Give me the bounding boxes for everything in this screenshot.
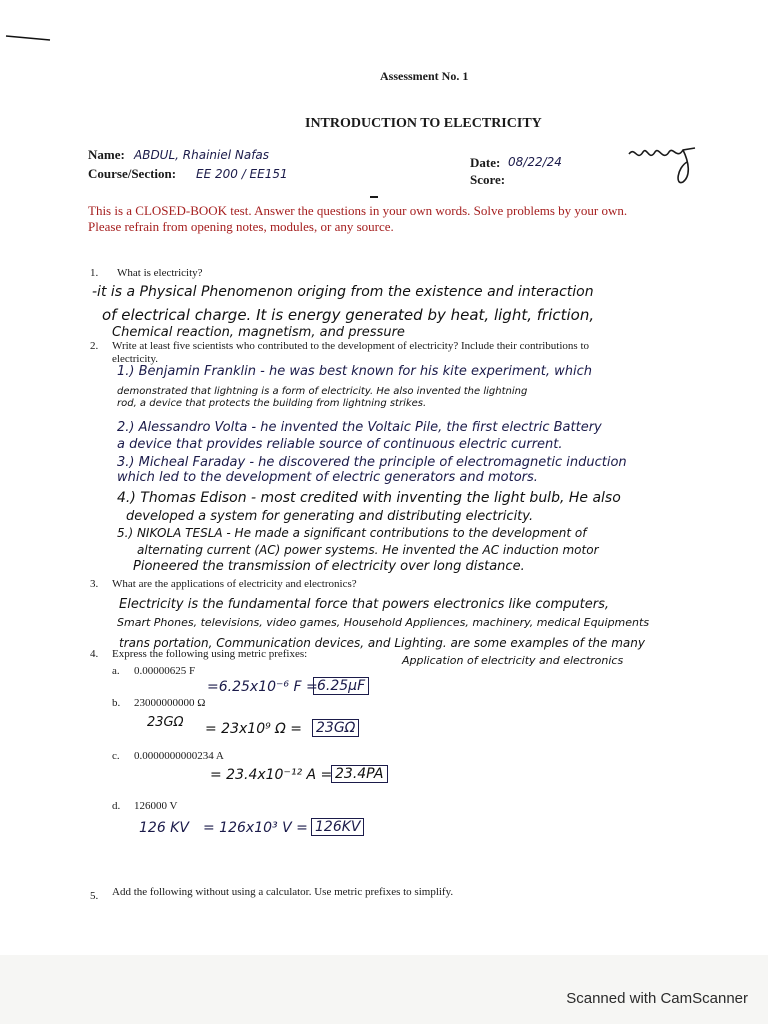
q3-answer-line: Application of electricity and electronics [402,654,624,667]
q2-text: electricity. [112,353,159,365]
name-value: ABDUL, Rhainiel Nafas [134,148,270,162]
q2-answer-line: demonstrated that lightning is a form of electricity. He also invented the lightning [117,386,528,397]
q4-item-work: = 23x10⁹ Ω = [205,721,303,737]
q3-answer-line: trans portation, Communication devices, and Lighting. are some examples of the many [119,636,645,650]
page-title: INTRODUCTION TO ELECTRICITY [305,116,542,131]
q4-item-label: d. [112,800,121,812]
course-label: Course/Section: [88,166,177,181]
q4-item-label: a. [112,665,120,677]
scanner-watermark: Scanned with CamScanner [566,990,748,1007]
q2-answer-line: 1.) Benjamin Franklin - he was best known for his kite experiment, which [117,364,592,379]
q1-text: What is electricity? [117,267,203,279]
q4-item-work: = 126x10³ V = [203,820,308,836]
q2-text: Write at least five scientists who contributed to the development of electricity? Include their contributions to [112,340,589,352]
q4-item-pre: 23GΩ [147,715,184,730]
signature [625,140,705,188]
q4-item-given: 126000 V [134,800,178,812]
instructions-line-1: This is a CLOSED-BOOK test. Answer the questions in your own words. Solve problems by your own. [88,203,628,218]
course-value: EE 200 / EE151 [196,167,288,181]
q5-text: Add the following without using a calculator. Use metric prefixes to simplify. [112,886,454,898]
q5-number: 5. [90,890,99,902]
name-label: Name: [88,147,125,162]
date-label: Date: [470,155,501,170]
q4-item-result: 126KV [311,818,364,836]
q4-item-given: 23000000000 Ω [134,697,206,709]
q1-number: 1. [90,267,99,279]
q2-answer-line: Pioneered the transmission of electricity over long distance. [133,559,525,574]
q2-answer-line: 3.) Micheal Faraday - he discovered the principle of electromagnetic induction [117,455,627,470]
date-value: 08/22/24 [508,155,562,169]
q2-answer-line: developed a system for generating and distributing electricity. [126,509,534,524]
q4-item-label: b. [112,697,121,709]
q4-number: 4. [90,648,99,660]
q3-number: 3. [90,578,99,590]
q4-item-label: c. [112,750,120,762]
q4-item-given: 0.00000625 F [134,665,196,677]
dash-mark [370,196,378,198]
q2-number: 2. [90,340,99,352]
q4-item-given: 0.0000000000234 A [134,750,224,762]
pen-mark [4,30,52,44]
q2-answer-line: rod, a device that protects the building from lightning strikes. [117,398,427,409]
q2-answer-line: alternating current (AC) power systems. He invented the AC induction motor [137,543,599,557]
q3-answer-line: Electricity is the fundamental force that powers electronics like computers, [119,597,609,612]
assessment-number: Assessment No. 1 [380,69,469,83]
q2-answer-line: which led to the development of electric generators and motors. [117,470,538,485]
q1-answer-line: of electrical charge. It is energy generated by heat, light, friction, [102,306,595,324]
instructions-line-2: Please refrain from opening notes, modules, or any source. [88,219,394,234]
q4-item-result: 23.4PA [331,765,388,783]
q4-item-result: 6.25μF [313,677,369,695]
q3-text: What are the applications of electricity and electronics? [112,578,357,590]
q2-answer-line: a device that provides reliable source of continuous electric current. [117,437,563,452]
q4-item-work: = 23.4x10⁻¹² A = [210,767,333,783]
q4-text: Express the following using metric prefixes: [112,648,308,660]
q3-answer-line: Smart Phones, televisions, video games, Household Appliences, machinery, medical Equipments [117,616,650,629]
q4-item-result: 23GΩ [312,719,359,737]
q4-item-work: =6.25x10⁻⁶ F = [207,679,318,695]
q1-answer-line: -it is a Physical Phenomenon origing from the existence and interaction [92,284,594,300]
q2-answer-line: 2.) Alessandro Volta - he invented the Voltaic Pile, the first electric Battery [117,420,602,435]
q2-answer-line: 4.) Thomas Edison - most credited with inventing the light bulb, He also [117,490,621,506]
score-label: Score: [470,172,506,187]
q2-answer-line: 5.) NIKOLA TESLA - He made a significant contributions to the development of [117,526,587,540]
q1-answer-line: Chemical reaction, magnetism, and pressure [112,325,405,340]
q4-item-pre: 126 KV [139,820,189,836]
